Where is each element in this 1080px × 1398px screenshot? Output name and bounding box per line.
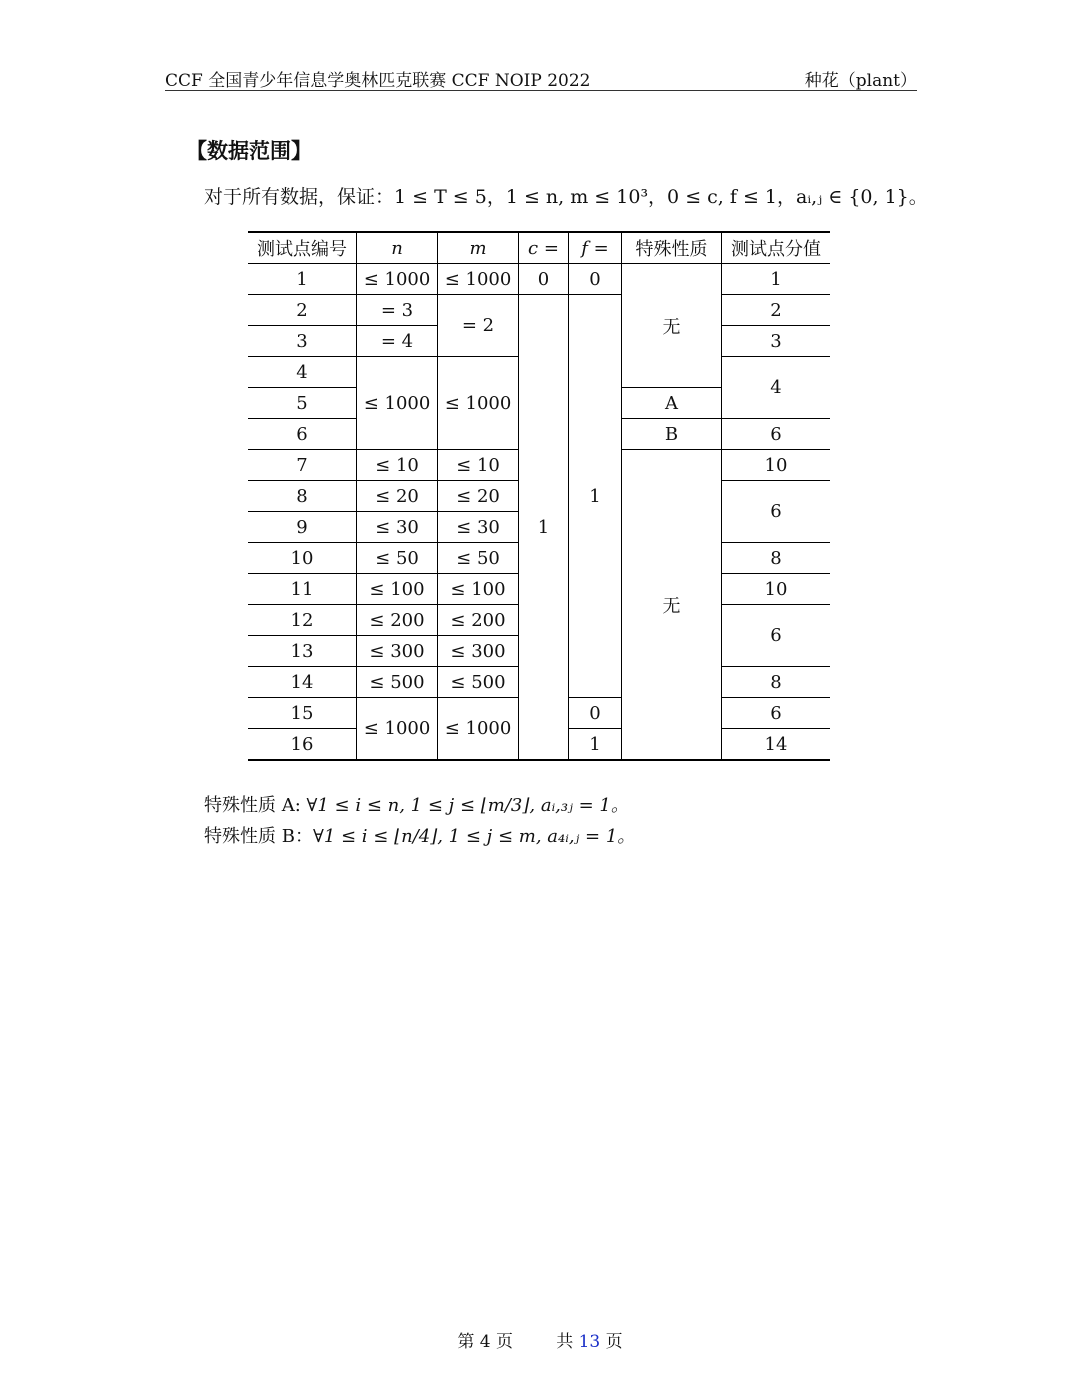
m-cell: ≤ 100 [438, 574, 519, 605]
property-a-formula: ∀1 ≤ i ≤ n, 1 ≤ j ≤ ⌊m/3⌋, aᵢ,₃ⱼ = 1。 [306, 795, 629, 816]
n-cell: = 4 [357, 326, 438, 357]
m-cell: ≤ 300 [438, 636, 519, 667]
property-a-note [204, 790, 635, 821]
property-b-note [204, 821, 635, 852]
special-property-notes [204, 790, 635, 852]
m-cell: ≤ 30 [438, 512, 519, 543]
score-cell: 3 [722, 326, 831, 357]
n-cell: ≤ 200 [357, 605, 438, 636]
n-cell: ≤ 1000 [357, 698, 438, 761]
n-cell: = 3 [357, 295, 438, 326]
score-cell: 14 [722, 729, 831, 761]
table-row [248, 264, 830, 295]
property-cell: A [622, 388, 722, 419]
constraint-text: 对于所有数据，保证：1 ≤ T ≤ 5，1 ≤ n, m ≤ 10³，0 ≤ c, f ≤ 1，aᵢ,ⱼ ∈ {0, 1}。 [204, 186, 928, 208]
header-m: m [438, 232, 519, 264]
header-n: n [357, 232, 438, 264]
header-contest-title: CCF 全国青少年信息学奥林匹克联赛 CCF NOIP 2022 [165, 71, 591, 91]
c-cell: 0 [519, 264, 569, 295]
m-cell: ≤ 20 [438, 481, 519, 512]
n-cell: ≤ 300 [357, 636, 438, 667]
c-cell: 1 [519, 295, 569, 761]
total-pages-link[interactable]: 13 [578, 1332, 601, 1352]
test-id-cell: 12 [248, 605, 357, 636]
n-cell: ≤ 100 [357, 574, 438, 605]
test-id-cell: 9 [248, 512, 357, 543]
n-cell: ≤ 1000 [357, 264, 438, 295]
header-f: f = [569, 232, 622, 264]
f-cell: 1 [569, 729, 622, 761]
m-cell: ≤ 1000 [438, 357, 519, 450]
test-id-cell: 8 [248, 481, 357, 512]
m-cell: ≤ 200 [438, 605, 519, 636]
table-header-row [248, 232, 830, 264]
m-cell: ≤ 10 [438, 450, 519, 481]
m-cell: = 2 [438, 295, 519, 357]
test-id-cell: 16 [248, 729, 357, 761]
test-id-cell: 15 [248, 698, 357, 729]
score-cell: 4 [722, 357, 831, 419]
total-pages-label: 共 [556, 1332, 579, 1352]
score-cell: 10 [722, 450, 831, 481]
n-cell: ≤ 10 [357, 450, 438, 481]
total-pages-suffix: 页 [600, 1332, 623, 1352]
m-cell: ≤ 1000 [438, 698, 519, 761]
property-a-label: 特殊性质 A: [204, 795, 307, 816]
score-cell: 10 [722, 574, 831, 605]
header-problem-name: 种花（plant） [804, 71, 917, 91]
page-header [165, 64, 917, 91]
n-cell: ≤ 30 [357, 512, 438, 543]
test-id-cell: 7 [248, 450, 357, 481]
score-cell: 1 [722, 264, 831, 295]
test-id-cell: 2 [248, 295, 357, 326]
header-test-id: 测试点编号 [248, 232, 357, 264]
m-cell: ≤ 1000 [438, 264, 519, 295]
f-cell: 0 [569, 698, 622, 729]
page-number: 第 4 页 [457, 1332, 513, 1352]
header-c: c = [519, 232, 569, 264]
m-cell: ≤ 50 [438, 543, 519, 574]
m-cell: ≤ 500 [438, 667, 519, 698]
section-title: 【数据范围】 [186, 139, 312, 163]
test-id-cell: 6 [248, 419, 357, 450]
property-cell: 无 [622, 450, 722, 761]
f-cell: 1 [569, 295, 622, 698]
score-cell: 8 [722, 543, 831, 574]
n-cell: ≤ 20 [357, 481, 438, 512]
f-cell: 0 [569, 264, 622, 295]
score-cell: 8 [722, 667, 831, 698]
property-cell: 无 [622, 264, 722, 388]
n-cell: ≤ 50 [357, 543, 438, 574]
test-id-cell: 10 [248, 543, 357, 574]
test-data-table [248, 231, 830, 761]
test-id-cell: 4 [248, 357, 357, 388]
n-cell: ≤ 500 [357, 667, 438, 698]
score-cell: 2 [722, 295, 831, 326]
property-b-label: 特殊性质 B： [204, 826, 313, 847]
property-b-formula: ∀1 ≤ i ≤ ⌊n/4⌋, 1 ≤ j ≤ m, a₄ᵢ,ⱼ = 1。 [312, 826, 636, 847]
header-score: 测试点分值 [722, 232, 831, 264]
test-id-cell: 3 [248, 326, 357, 357]
score-cell: 6 [722, 698, 831, 729]
test-id-cell: 5 [248, 388, 357, 419]
score-cell: 6 [722, 419, 831, 450]
test-id-cell: 13 [248, 636, 357, 667]
page-footer [0, 1327, 1080, 1352]
header-special-property: 特殊性质 [622, 232, 722, 264]
score-cell: 6 [722, 605, 831, 667]
property-cell: B [622, 419, 722, 450]
n-cell: ≤ 1000 [357, 357, 438, 450]
test-id-cell: 11 [248, 574, 357, 605]
test-id-cell: 14 [248, 667, 357, 698]
test-id-cell: 1 [248, 264, 357, 295]
score-cell: 6 [722, 481, 831, 543]
table-row [248, 295, 830, 326]
